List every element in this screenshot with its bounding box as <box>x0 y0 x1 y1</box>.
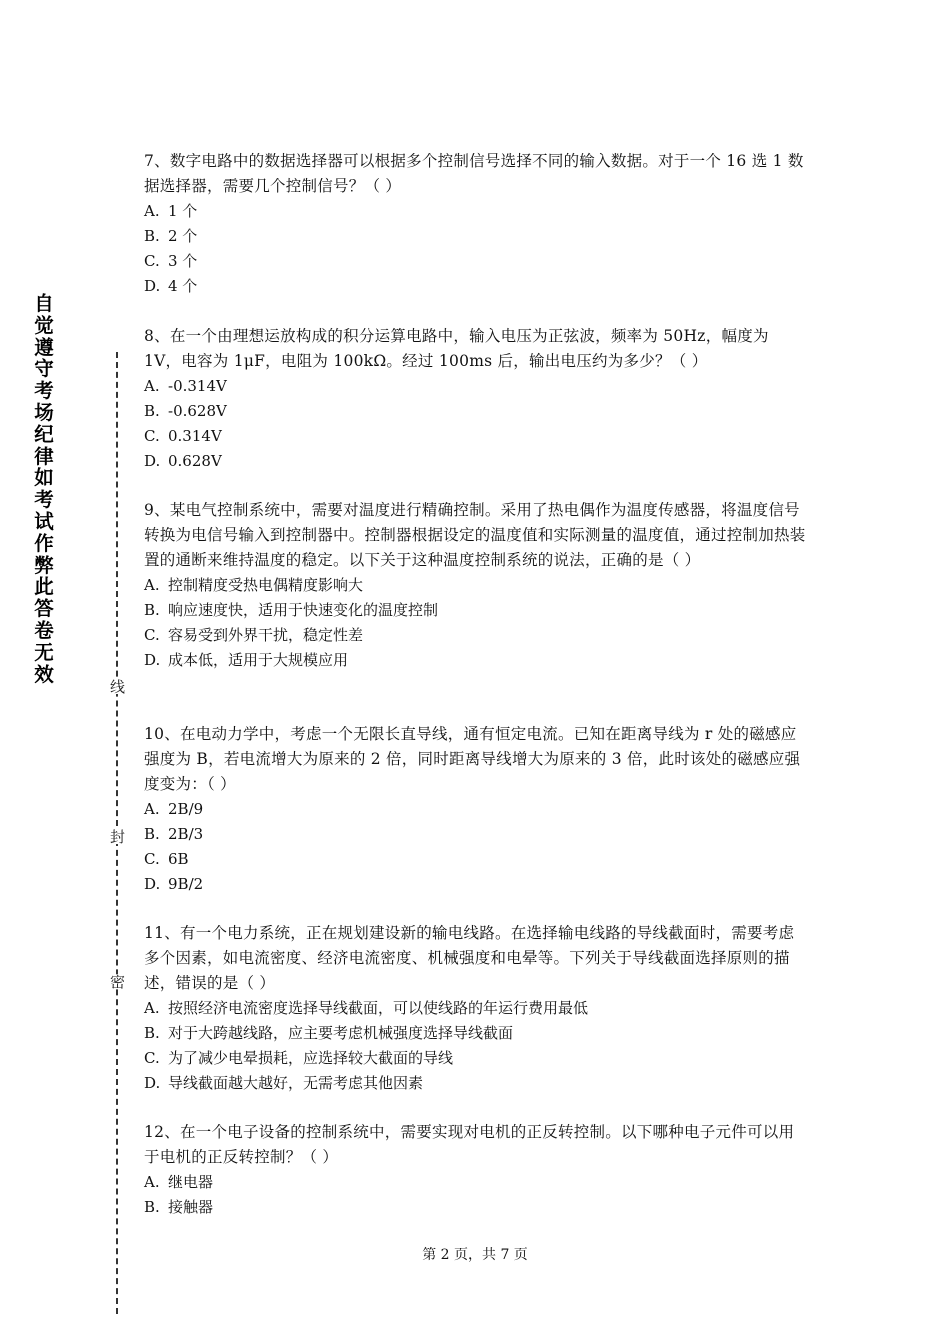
question-12 <box>144 1120 808 1220</box>
question-stem: 10、在电动力学中，考虑一个无限长直导线，通有恒定电流。已知在距离导线为 r 处的磁感应强度为 B，若电流增大为原来的 2 倍，同时距离导线增大为原来的 3 倍，此时该处的磁感应强度变为：（ ） <box>144 725 801 793</box>
question-9 <box>144 498 808 673</box>
question-7 <box>144 149 808 299</box>
option-letter: B. <box>144 1198 160 1216</box>
option-letter: D. <box>144 875 161 893</box>
option-letter: A. <box>144 377 160 395</box>
option-text: 为了减少电晕损耗，应选择较大截面的导线 <box>168 1049 454 1067</box>
option-text: -0.314V <box>168 377 227 395</box>
option-a[interactable] <box>144 573 808 598</box>
option-letter: B. <box>144 825 160 843</box>
option-letter: A. <box>144 202 160 220</box>
question-8 <box>144 324 808 474</box>
option-a[interactable] <box>144 797 808 822</box>
option-text: 3 个 <box>168 252 198 270</box>
option-list <box>144 797 808 897</box>
option-text: 响应速度快，适用于快速变化的温度控制 <box>168 601 439 619</box>
option-text: 对于大跨越线路，应主要考虑机械强度选择导线截面 <box>168 1024 514 1042</box>
option-letter: C. <box>144 626 160 644</box>
option-b[interactable] <box>144 224 808 249</box>
option-b[interactable] <box>144 399 808 424</box>
question-stem: 8、在一个由理想运放构成的积分运算电路中，输入电压为正弦波，频率为 50Hz，幅度为 1V，电容为 1μF，电阻为 100kΩ。经过 100ms 后，输出电压约为多少？（ ） <box>144 327 769 370</box>
option-text: 按照经济电流密度选择导线截面，可以使线路的年运行费用最低 <box>168 999 589 1017</box>
option-list <box>144 199 808 299</box>
option-letter: D. <box>144 651 161 669</box>
option-text: -0.628V <box>168 402 227 420</box>
option-text: 0.628V <box>168 452 222 470</box>
option-letter: B. <box>144 227 160 245</box>
option-text: 继电器 <box>168 1173 214 1191</box>
option-letter: C. <box>144 1049 160 1067</box>
option-letter: C. <box>144 252 160 270</box>
option-letter: C. <box>144 850 160 868</box>
option-list <box>144 573 808 673</box>
option-c[interactable] <box>144 249 808 274</box>
option-a[interactable] <box>144 996 808 1021</box>
exam-discipline-notice: 自觉遵守考场纪律如考试作弊此答卷无效 <box>34 292 54 686</box>
option-b[interactable] <box>144 1195 808 1220</box>
option-list <box>144 996 808 1096</box>
question-11 <box>144 921 808 1096</box>
option-letter: A. <box>144 800 160 818</box>
question-stem: 12、在一个电子设备的控制系统中，需要实现对电机的正反转控制。以下哪种电子元件可以用于电机的正反转控制？（ ） <box>144 1123 795 1166</box>
binding-label-line: 线 <box>108 679 126 694</box>
option-letter: D. <box>144 277 161 295</box>
option-letter: A. <box>144 999 160 1017</box>
question-stem: 11、有一个电力系统，正在规划建设新的输电线路。在选择输电线路的导线截面时，需要考虑多个因素，如电流密度、经济电流密度、机械强度和电晕等。下列关于导线截面选择原则的描述，错误的是（ ） <box>144 924 795 992</box>
option-c[interactable] <box>144 424 808 449</box>
option-text: 接触器 <box>168 1198 214 1216</box>
option-c[interactable] <box>144 847 808 872</box>
option-text: 6B <box>168 850 189 868</box>
option-text: 9B/2 <box>168 875 204 893</box>
option-text: 1 个 <box>168 202 198 220</box>
option-a[interactable] <box>144 374 808 399</box>
option-text: 成本低，适用于大规模应用 <box>168 651 349 669</box>
question-stem: 9、某电气控制系统中，需要对温度进行精确控制。采用了热电偶作为温度传感器，将温度信号转换为电信号输入到控制器中。控制器根据设定的温度值和实际测量的温度值，通过控制加热装置的通断来维持温度的稳定。以下关于这种温度控制系统的说法，正确的是（ ） <box>144 501 806 569</box>
option-a[interactable] <box>144 199 808 224</box>
option-c[interactable] <box>144 623 808 648</box>
option-letter: D. <box>144 452 161 470</box>
option-text: 0.314V <box>168 427 222 445</box>
option-letter: A. <box>144 1173 160 1191</box>
option-letter: B. <box>144 1024 160 1042</box>
option-letter: A. <box>144 576 160 594</box>
question-10 <box>144 722 808 897</box>
option-letter: B. <box>144 402 160 420</box>
option-b[interactable] <box>144 822 808 847</box>
option-d[interactable] <box>144 449 808 474</box>
option-d[interactable] <box>144 872 808 897</box>
option-text: 2B/3 <box>168 825 204 843</box>
binding-label-secret: 密 <box>108 974 126 989</box>
option-letter: B. <box>144 601 160 619</box>
option-text: 2B/9 <box>168 800 204 818</box>
option-d[interactable] <box>144 274 808 299</box>
option-b[interactable] <box>144 1021 808 1046</box>
option-b[interactable] <box>144 598 808 623</box>
binding-label-seal: 封 <box>108 829 126 844</box>
option-text: 容易受到外界干扰，稳定性差 <box>168 626 364 644</box>
page-number-footer: 第 2 页，共 7 页 <box>422 1247 528 1263</box>
option-letter: D. <box>144 1074 161 1092</box>
option-text: 2 个 <box>168 227 198 245</box>
option-d[interactable] <box>144 648 808 673</box>
option-list <box>144 1170 808 1220</box>
option-text: 控制精度受热电偶精度影响大 <box>168 576 364 594</box>
option-text: 4 个 <box>168 277 198 295</box>
question-stem: 7、数字电路中的数据选择器可以根据多个控制信号选择不同的输入数据。对于一个 16 选 1 数据选择器，需要几个控制信号？（ ） <box>144 152 804 195</box>
option-list <box>144 374 808 474</box>
option-d[interactable] <box>144 1071 808 1096</box>
option-text: 导线截面越大越好，无需考虑其他因素 <box>168 1074 424 1092</box>
option-letter: C. <box>144 427 160 445</box>
option-c[interactable] <box>144 1046 808 1071</box>
option-a[interactable] <box>144 1170 808 1195</box>
